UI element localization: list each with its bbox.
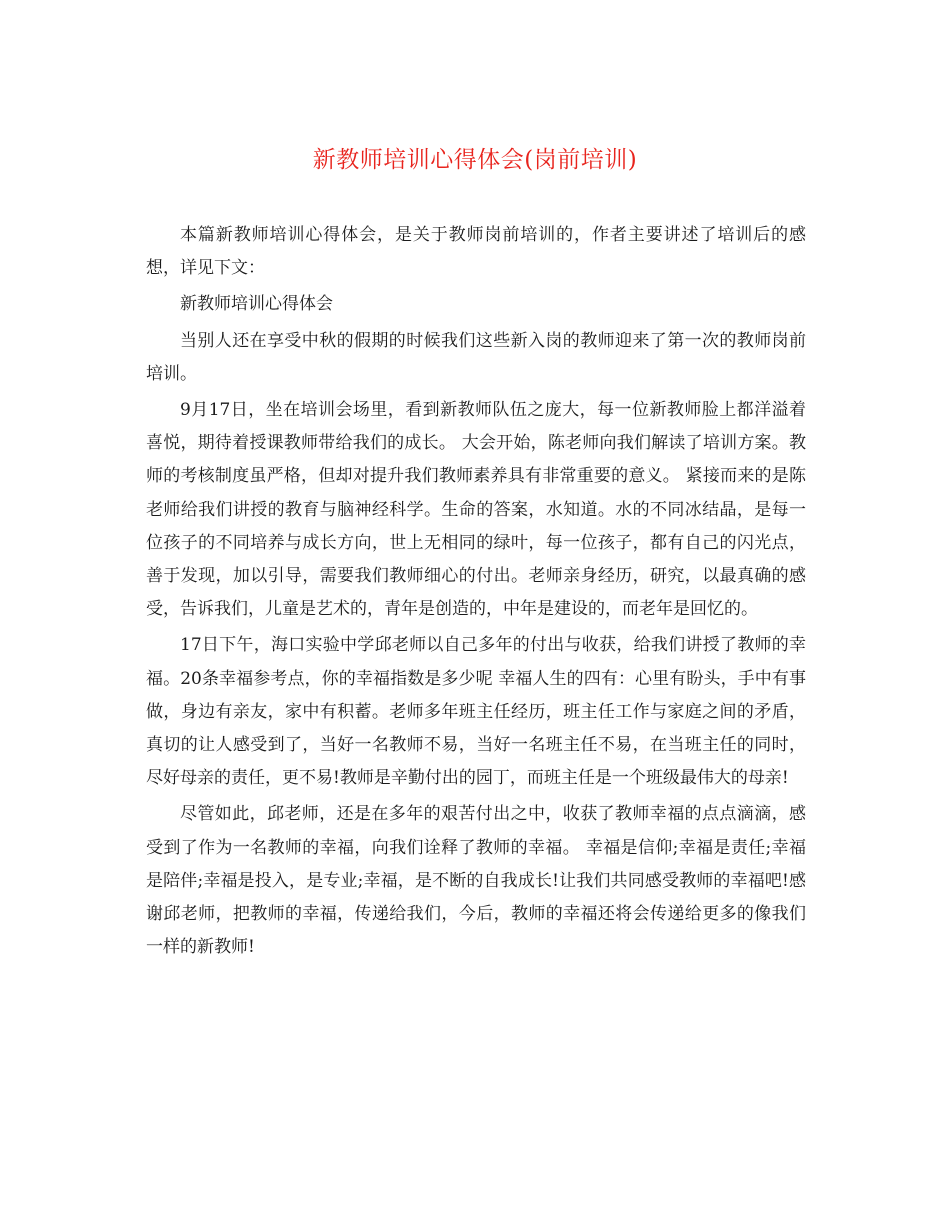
document-body — [146, 219, 806, 967]
section-heading: 新教师培训心得体会 — [180, 294, 333, 315]
body-paragraph: 9月17日，坐在培训会场里，看到新教师队伍之庞大，每一位新教师脸上都洋溢着喜悦，期待着授课教师带给我们的成长。 大会开始，陈老师向我们解读了培训方案。教师的考核制度虽严格，但却对提升我们教师素养具有非常重要的意义。 紧接而来的是陈老师给我们讲授的教育与脑神经科学。生命的答案，水知道。水的不同冰结晶，是每一位孩子的不同培养与成长方向，世上无相同的绿叶，每一位孩子，都有自己的闪光点，善于发现，加以引导，需要我们教师细心的付出。老师亲身经历，研究，以最真确的感受，告诉我们，儿童是艺术的，青年是创造的，中年是建设的，而老年是回忆的。 — [146, 400, 806, 620]
document-title: 新教师培训心得体会(岗前培训) — [312, 147, 638, 173]
body-paragraph: 17日下午，海口实验中学邱老师以自己多年的付出与收获，给我们讲授了教师的幸福。20条幸福参考点，你的幸福指数是多少呢 幸福人生的四有：心里有盼头，手中有事做，身边有亲友，家中有积蓄。老师多年班主任经历，班主任工作与家庭之间的矛盾，真切的让人感受到了，当好一名教师不易，当好一名班主任不易，在当班主任的同时，尽好母亲的责任，更不易!教师是辛勤付出的园丁，而班主任是一个班级最伟大的母亲! — [146, 635, 806, 789]
body-paragraph: 当别人还在享受中秋的假期的时候我们这些新入岗的教师迎来了第一次的教师岗前培训。 — [146, 330, 806, 384]
body-paragraph: 尽管如此，邱老师，还是在多年的艰苦付出之中，收获了教师幸福的点点滴滴，感受到了作为一名教师的幸福，向我们诠释了教师的幸福。 幸福是信仰;幸福是责任;幸福是陪伴;幸福是投入，是专业;幸福，是不断的自我成长!让我们共同感受教师的幸福吧!感谢邱老师，把教师的幸福，传递给我们，今后，教师的幸福还将会传递给更多的像我们一样的新教师! — [146, 804, 806, 958]
intro-paragraph: 本篇新教师培训心得体会，是关于教师岗前培训的，作者主要讲述了培训后的感想，详见下文： — [146, 225, 806, 279]
